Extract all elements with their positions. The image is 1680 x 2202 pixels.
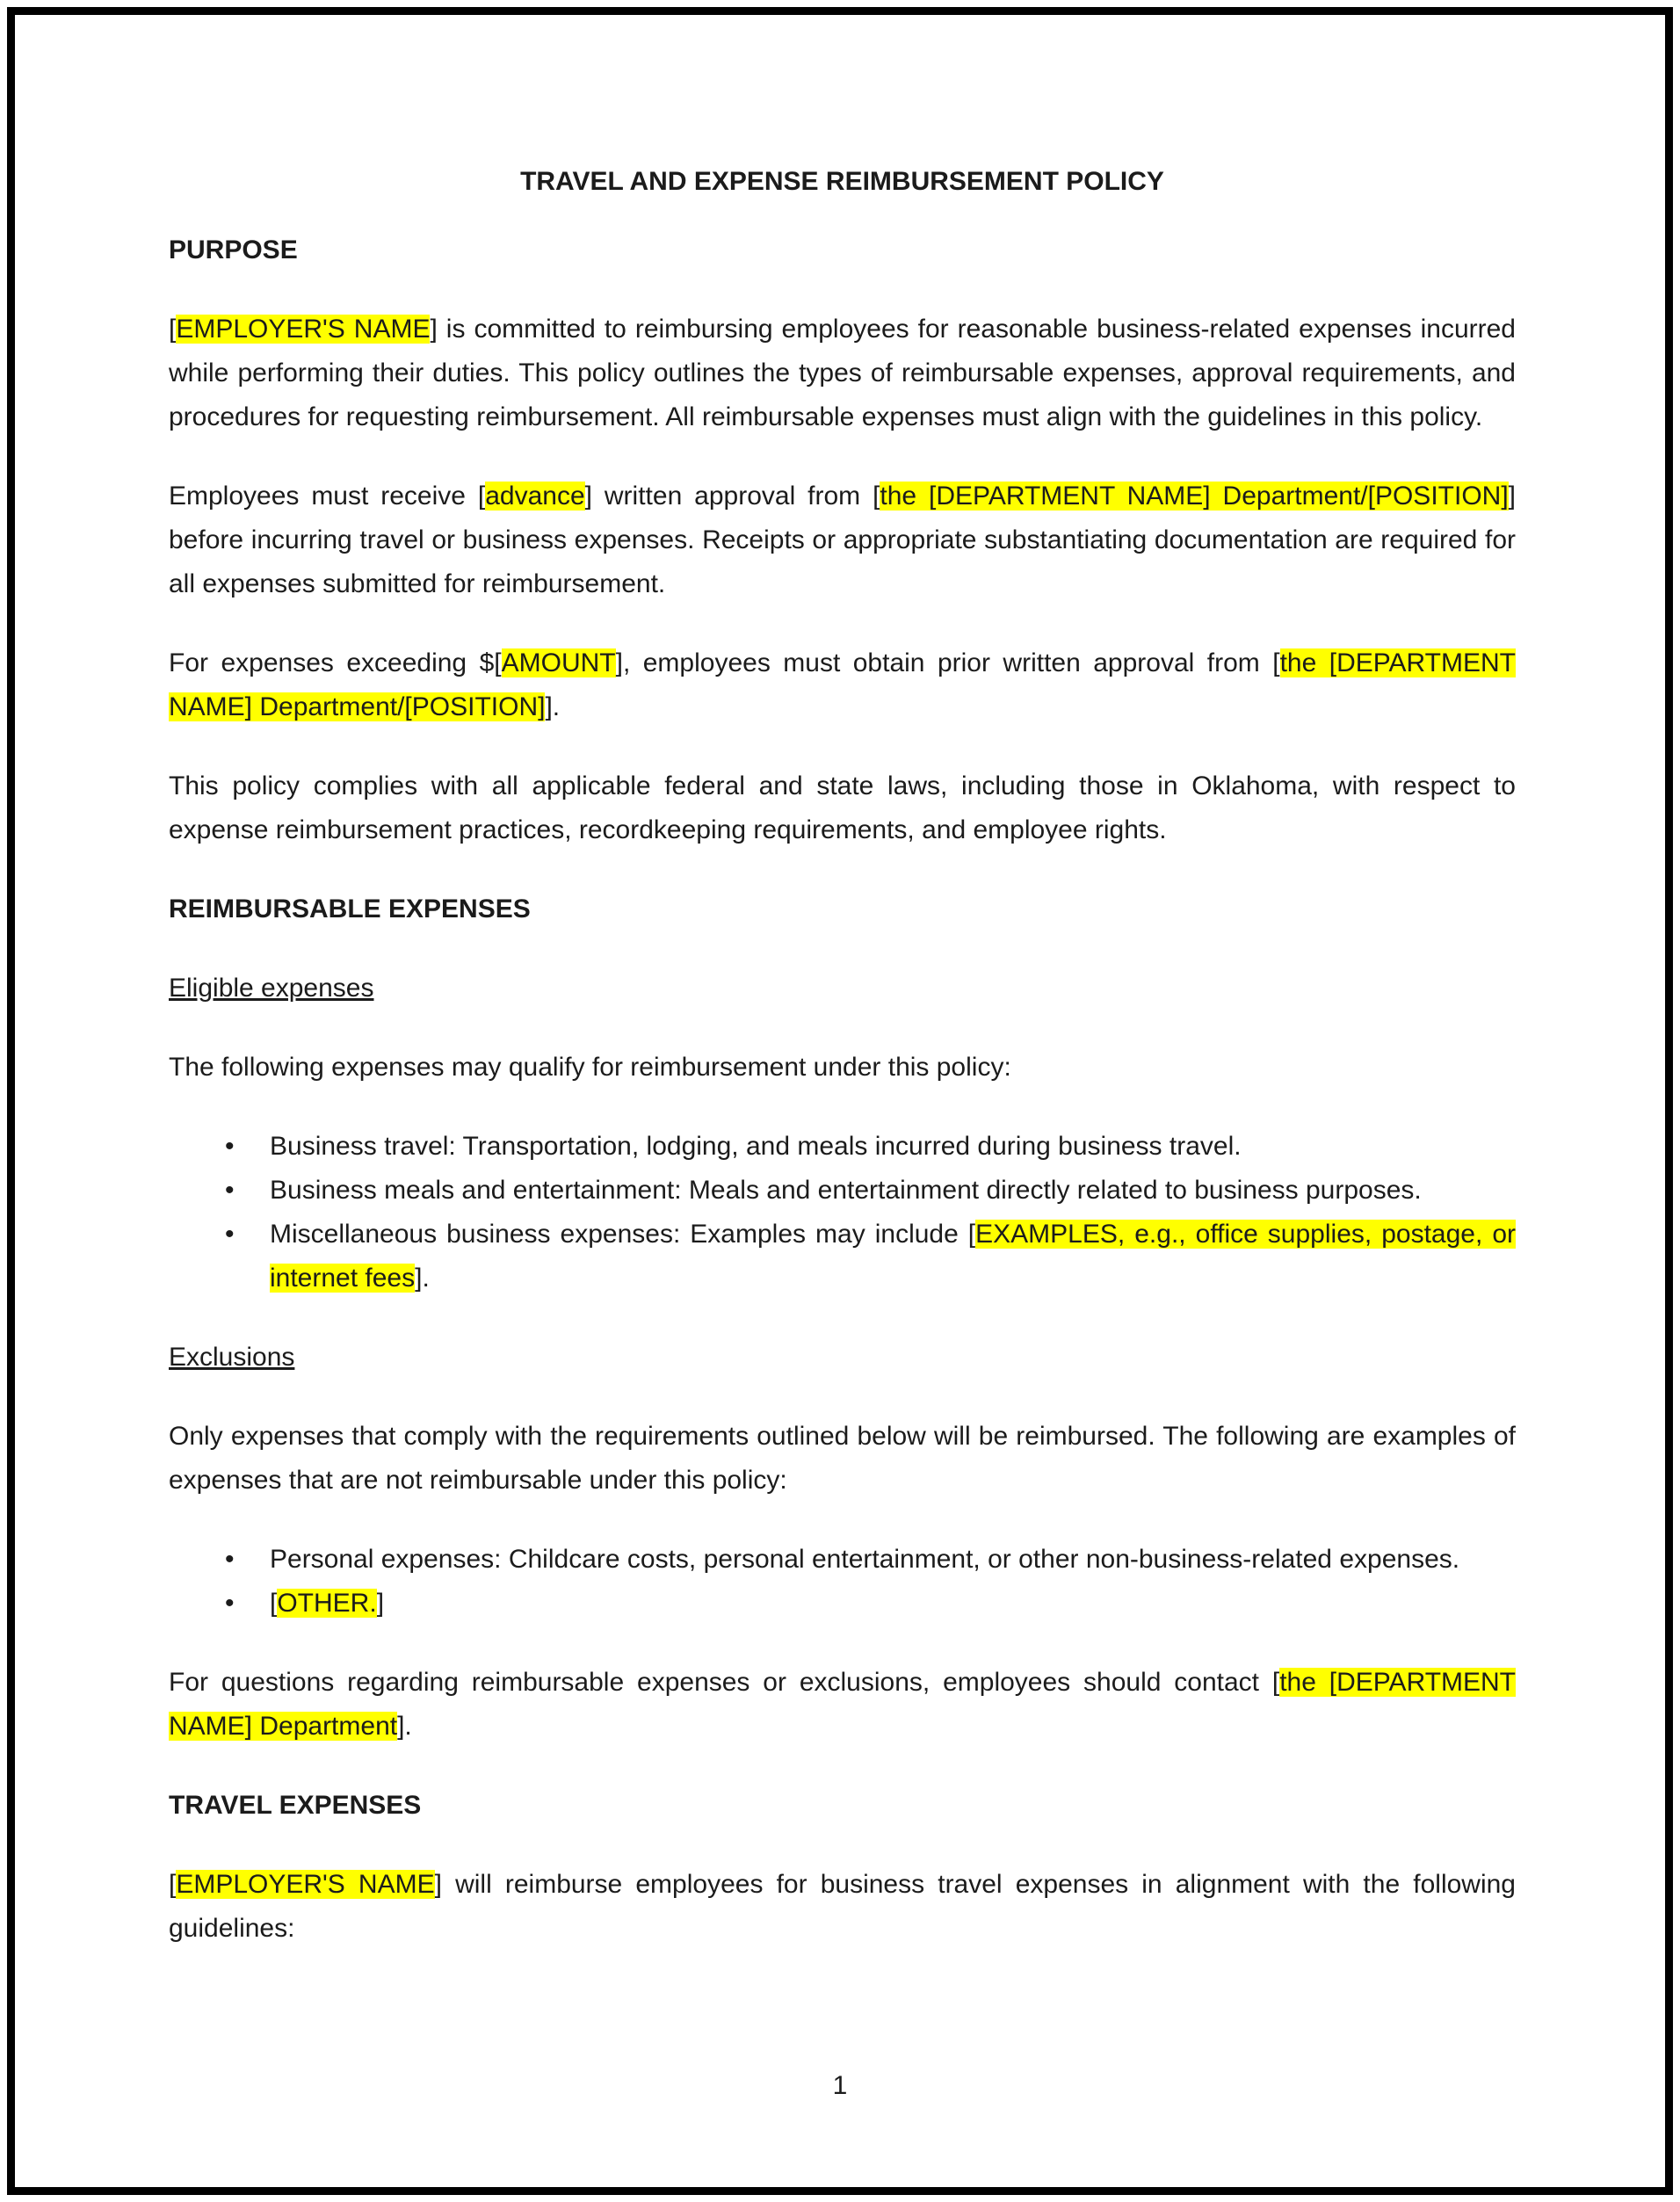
text-run: ].: [545, 692, 561, 721]
paragraph: [169, 1415, 1516, 1503]
highlighted-placeholder: EMPLOYER'S NAME: [176, 315, 431, 344]
paragraph: [169, 1046, 1516, 1090]
text-run: ] is committed to reimbursing employees for reasonable business-related expenses incurred while performing their duties. This policy outlines the types of reimbursable expenses, approval requirements, and procedures for requesting reimbursement. All reimbursable expenses must align with the guidelines in this policy.: [169, 315, 1516, 431]
bullet-icon: •: [225, 1132, 235, 1161]
bullet-list: [169, 1538, 1516, 1626]
subsection-heading: [169, 967, 1516, 1010]
highlighted-placeholder: advance: [485, 482, 585, 511]
bullet-icon: •: [225, 1220, 235, 1249]
document-title: TRAVEL AND EXPENSE REIMBURSEMENT POLICY: [520, 167, 1164, 196]
text-run: Business travel: Transportation, lodging, and meals incurred during business travel.: [270, 1132, 1242, 1161]
section-heading: [169, 228, 1516, 272]
paragraph: [169, 1863, 1516, 1951]
highlighted-placeholder: AMOUNT: [501, 648, 616, 677]
subsection-heading: [169, 1336, 1516, 1380]
text-run: ] written approval from [: [584, 482, 880, 511]
text-run: ] before incurring travel or business expenses. Receipts or appropriate substantiating documentation are required for all expenses submitted for reimbursement.: [169, 482, 1516, 598]
text-run: [: [169, 1870, 177, 1899]
text-run: ].: [415, 1264, 430, 1293]
page-number: 1: [832, 2071, 848, 2100]
section-heading: [169, 887, 1516, 931]
text-run: This policy complies with all applicable federal and state laws, including those in Oklahoma, with respect to expense reimbursement practices, recordkeeping requirements, and employee rights.: [169, 771, 1516, 844]
bullet-item: [169, 1125, 1516, 1169]
highlighted-placeholder: the [DEPARTMENT NAME] Department: [169, 1668, 1517, 1741]
bullet-icon: •: [225, 1545, 235, 1574]
bullet-item: [169, 1582, 1516, 1626]
bullet-icon: •: [225, 1589, 235, 1618]
text-run: Only expenses that comply with the requirements outlined below will be reimbursed. The following are examples of expenses that are not reimbursable under this policy:: [169, 1422, 1516, 1495]
text-run: [: [270, 1589, 278, 1618]
text-run: Miscellaneous business expenses: Examples may include [: [270, 1220, 976, 1249]
highlighted-placeholder: EMPLOYER'S NAME: [176, 1870, 435, 1899]
text-run: ].: [397, 1712, 412, 1741]
paragraph: [169, 764, 1516, 852]
text-run: Business meals and entertainment: Meals and entertainment directly related to business purposes.: [270, 1176, 1422, 1205]
paragraph: [169, 474, 1516, 606]
bullet-item: [169, 1169, 1516, 1213]
text-run: Employees must receive [: [169, 482, 486, 511]
text-run: For questions regarding reimbursable expenses or exclusions, employees should contact [: [169, 1668, 1280, 1697]
paragraph: [169, 641, 1516, 729]
text-run: ], employees must obtain prior written approval from [: [615, 648, 1280, 677]
text-run: REIMBURSABLE EXPENSES: [169, 895, 531, 924]
highlighted-placeholder: OTHER.: [277, 1589, 377, 1618]
text-run: Exclusions: [169, 1343, 295, 1372]
paragraph: [169, 308, 1516, 439]
text-run: TRAVEL EXPENSES: [169, 1791, 422, 1820]
text-run: Eligible expenses: [169, 974, 374, 1003]
text-run: [: [169, 315, 177, 344]
bullet-item: [169, 1538, 1516, 1582]
text-run: Personal expenses: Childcare costs, personal entertainment, or other non-business-related expenses.: [270, 1545, 1460, 1574]
text-run: ]: [376, 1589, 385, 1618]
text-run: The following expenses may qualify for reimbursement under this policy:: [169, 1053, 1011, 1082]
section-heading: [169, 1784, 1516, 1828]
bullet-item: [169, 1213, 1516, 1300]
highlighted-placeholder: the [DEPARTMENT NAME] Department/[POSITION]: [169, 648, 1517, 721]
text-run: ] will reimburse employees for business travel expenses in alignment with the following guidelines:: [169, 1870, 1516, 1943]
bullet-icon: •: [225, 1176, 235, 1205]
bullet-list: [169, 1125, 1516, 1300]
highlighted-placeholder: EXAMPLES, e.g., office supplies, postage, or internet fees: [270, 1220, 1517, 1293]
text-run: For expenses exceeding $[: [169, 648, 502, 677]
highlighted-placeholder: the [DEPARTMENT NAME] Department/[POSITION]: [880, 482, 1509, 511]
paragraph: [169, 1661, 1516, 1749]
text-run: PURPOSE: [169, 235, 298, 264]
